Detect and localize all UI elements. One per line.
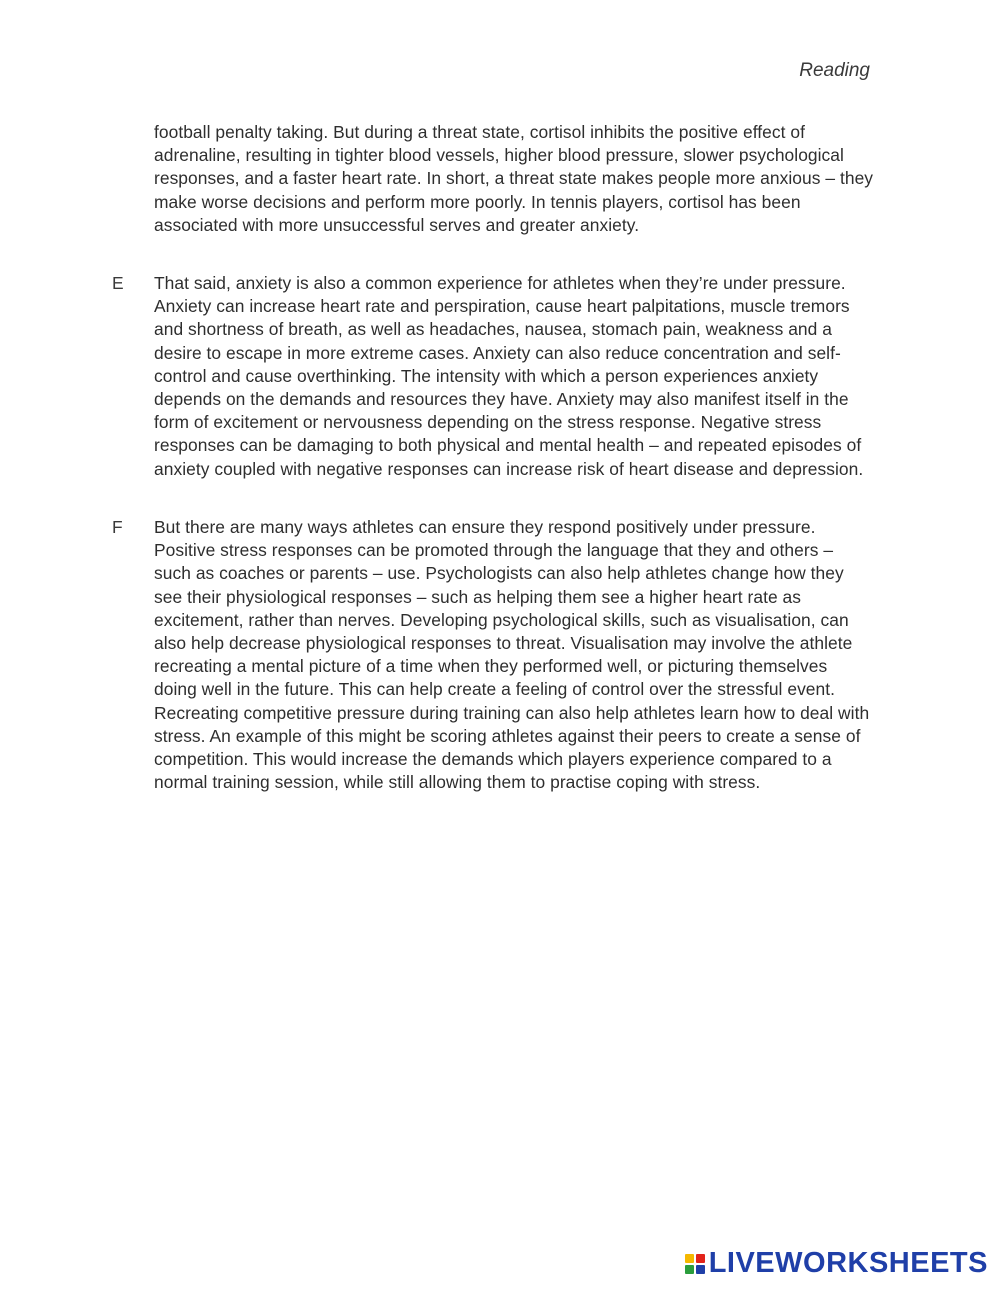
paragraph-letter-f: F <box>112 517 123 537</box>
logo-wordmark: LIVEWORKSHEETS <box>708 1247 988 1279</box>
logo-mark-square <box>696 1254 705 1263</box>
paragraph-continued: football penalty taking. But during a threat state, cortisol inhibits the positive effect of adrenaline, resulting in tighter blood vessels, higher blood pressure, slower psychological responses, and a faster heart rate. In short, a threat state makes people more anxious – they make worse decisions and perform more poorly. In tennis players, cortisol has been associated with more unsuccessful serves and greater anxiety. <box>154 122 874 235</box>
liveworksheets-logo-icon <box>685 1254 705 1274</box>
paragraph-letter-e: E <box>112 273 124 293</box>
paragraph-f: But there are many ways athletes can ensure they respond positively under pressure. Positive stress responses can be promoted through the language that they and others – such as coaches or parents – use. Psychologists can also help athletes change how they see their physiological responses – such as helping them see a higher heart rate as excitement, rather than nerves. Developing psychological skills, such as visualisation, can also help decrease physiological responses to threat. Visualisation may involve the athlete recreating a mental picture of a time when they performed well, or picturing themselves doing well in the future. This can help create a feeling of control over the stressful event. Recreating competitive pressure during training can also help athletes learn how to deal with stress. An example of this might be scoring athletes against their peers to create a sense of competition. This would increase the demands which players experience compared to a normal training session, while still allowing them to practise coping with stress. <box>154 517 870 793</box>
logo-mark-square <box>685 1254 694 1263</box>
paragraph-e: That said, anxiety is also a common experience for athletes when they’re under pressure. Anxiety can increase heart rate and perspiration, cause heart palpitations, muscle tremors and shortness of breath, as well as headaches, nausea, stomach pain, weakness and a desire to escape in more extreme cases. Anxiety can also reduce concentration and self-control and cause overthinking. The intensity with which a person experiences anxiety depends on the demands and resources they have. Anxiety may also manifest itself in the form of excitement or nervousness depending on the stress response. Negative stress responses can be damaging to both physical and mental health – and repeated episodes of anxiety coupled with negative responses can increase risk of heart disease and depression. <box>154 273 864 479</box>
logo-mark-square <box>685 1265 694 1274</box>
page-section-title: Reading <box>799 60 870 81</box>
liveworksheets-logo[interactable] <box>685 1247 988 1280</box>
logo-mark-square <box>696 1265 705 1274</box>
